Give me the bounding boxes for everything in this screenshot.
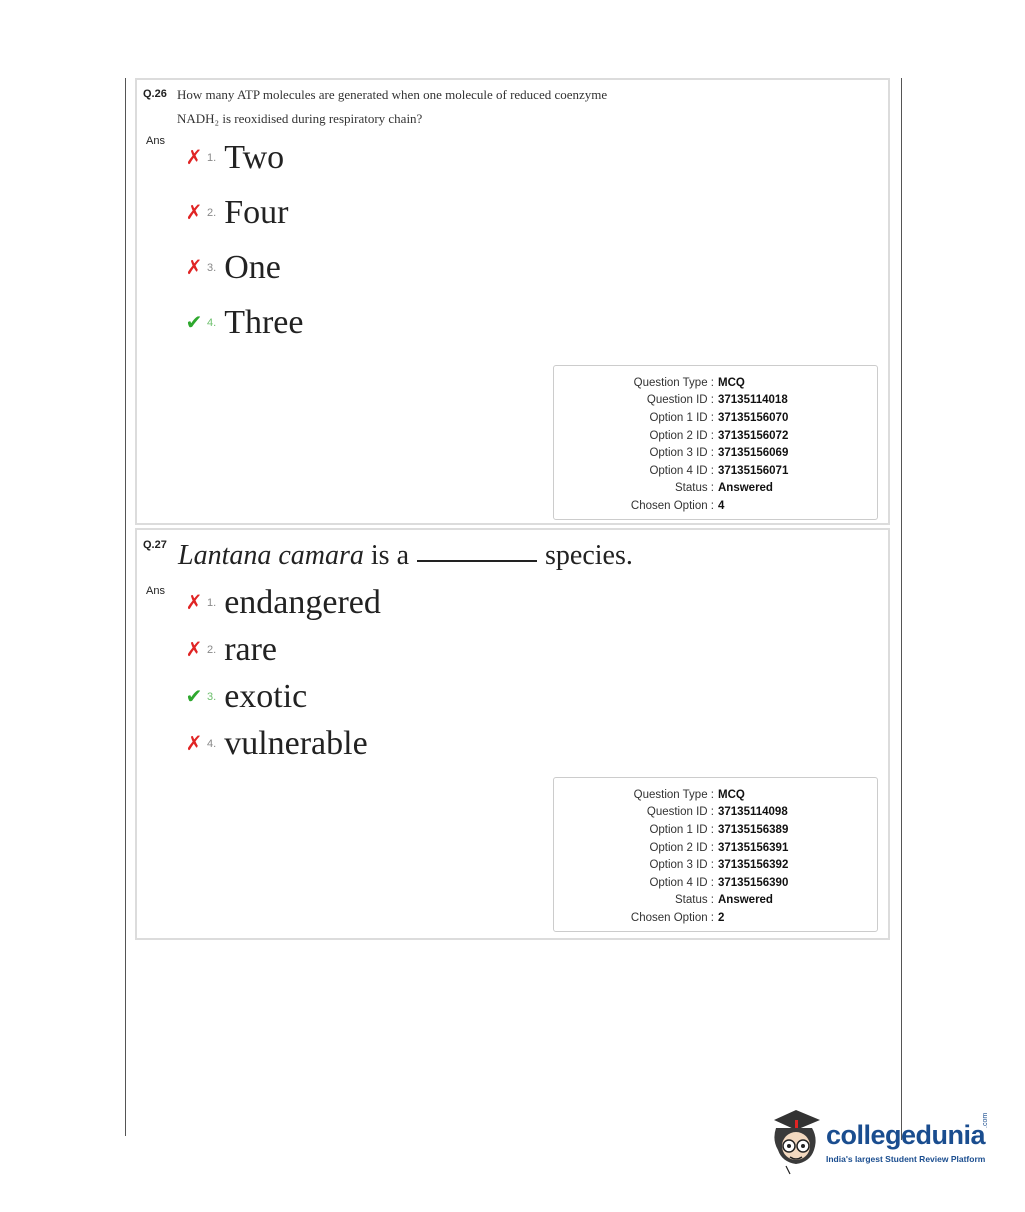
- meta-value: 37135156391: [718, 841, 789, 854]
- option-text: rare: [224, 631, 278, 668]
- meta-row: [554, 856, 877, 874]
- meta-value: 37135156389: [718, 823, 789, 836]
- option-2: [185, 630, 277, 670]
- meta-key: Status :: [675, 482, 714, 495]
- meta-key: Option 4 ID :: [649, 876, 714, 889]
- right-border-line: [901, 78, 902, 1140]
- meta-value: 4: [718, 499, 725, 512]
- meta-value: Answered: [718, 894, 773, 907]
- question-text-line-2: NADH₂ is reoxidised during respiratory chain?: [177, 111, 423, 126]
- option-number: 1.: [207, 597, 217, 609]
- meta-key: Chosen Option :: [630, 911, 714, 924]
- meta-row: [554, 874, 877, 892]
- option-number: 3.: [207, 262, 217, 274]
- meta-row: [554, 409, 877, 427]
- meta-row: [554, 839, 877, 857]
- meta-row: [554, 892, 877, 910]
- question-number: Q.26: [143, 88, 167, 100]
- correct-check-icon: ✔: [185, 686, 203, 708]
- option-text: vulnerable: [224, 725, 368, 762]
- brand-suffix: .com: [982, 1112, 989, 1128]
- meta-value: 2: [718, 911, 725, 924]
- option-4: [185, 303, 303, 343]
- meta-value: 37135156392: [718, 859, 789, 872]
- meta-key: Option 2 ID :: [649, 429, 714, 442]
- meta-row: [554, 804, 877, 822]
- option-2: [185, 193, 288, 233]
- ans-label: Ans: [146, 135, 165, 147]
- meta-row: [554, 909, 877, 927]
- meta-key: Option 1 ID :: [649, 411, 714, 424]
- meta-value: 37135156069: [718, 447, 789, 460]
- meta-row: [554, 821, 877, 839]
- meta-value: MCQ: [718, 376, 745, 389]
- meta-value: Answered: [718, 482, 773, 495]
- question-text-mid: is a: [370, 540, 410, 571]
- meta-value: 37135156070: [718, 411, 789, 424]
- fill-in-blank: [417, 560, 537, 562]
- wrong-mark-icon: ✗: [185, 639, 203, 661]
- option-text: endangered: [224, 584, 381, 621]
- meta-value: 37135156071: [718, 464, 789, 477]
- wrong-mark-icon: ✗: [185, 147, 203, 169]
- mascot-logo-icon: [766, 1106, 824, 1176]
- brand-name: collegedunia: [826, 1120, 986, 1150]
- option-number: 2.: [207, 207, 217, 219]
- meta-row: [554, 497, 877, 515]
- meta-row: [554, 444, 877, 462]
- option-number: 4.: [207, 317, 217, 329]
- wrong-mark-icon: ✗: [185, 202, 203, 224]
- meta-row: [554, 427, 877, 445]
- meta-row: [554, 374, 877, 392]
- question-text-end: species.: [545, 540, 633, 571]
- question-text-line-1: How many ATP molecules are generated when one molecule of reduced coenzyme: [177, 87, 608, 102]
- meta-key: Option 2 ID :: [649, 841, 714, 854]
- option-text: Four: [224, 194, 289, 231]
- question-text: [178, 540, 633, 572]
- meta-key: Question ID :: [646, 806, 714, 819]
- ans-label: Ans: [146, 585, 165, 597]
- meta-key: Question ID :: [646, 394, 714, 407]
- option-text: Two: [224, 139, 285, 176]
- meta-key: Option 3 ID :: [649, 447, 714, 460]
- correct-check-icon: ✔: [185, 312, 203, 334]
- meta-key: Option 3 ID :: [649, 859, 714, 872]
- meta-value: MCQ: [718, 788, 745, 801]
- option-text: Three: [224, 304, 304, 341]
- meta-row: [554, 462, 877, 480]
- option-text: exotic: [224, 678, 308, 715]
- option-1: [185, 583, 381, 623]
- option-3: [185, 248, 281, 288]
- option-4: [185, 724, 368, 764]
- meta-key: Status :: [675, 894, 714, 907]
- option-number: 2.: [207, 644, 217, 656]
- meta-value: 37135114098: [718, 806, 788, 819]
- wrong-mark-icon: ✗: [185, 257, 203, 279]
- species-name-italic: Lantana camara: [178, 540, 364, 571]
- left-border-line: [125, 78, 126, 1136]
- meta-value: 37135156390: [718, 876, 789, 889]
- option-number: 4.: [207, 738, 217, 750]
- question-number: Q.27: [143, 539, 167, 551]
- meta-value: 37135156072: [718, 429, 789, 442]
- option-number: 1.: [207, 152, 217, 164]
- option-text: One: [224, 249, 281, 286]
- meta-key: Option 1 ID :: [649, 823, 714, 836]
- meta-key: Question Type :: [633, 376, 714, 389]
- meta-row: [554, 786, 877, 804]
- option-number: 3.: [207, 691, 217, 703]
- option-1: [185, 138, 284, 178]
- question-meta-box: [553, 777, 878, 932]
- meta-key: Question Type :: [633, 788, 714, 801]
- meta-key: Chosen Option :: [630, 499, 714, 512]
- option-3: [185, 677, 307, 717]
- question-meta-box: [553, 365, 878, 520]
- meta-row: [554, 480, 877, 498]
- wrong-mark-icon: ✗: [185, 592, 203, 614]
- meta-key: Option 4 ID :: [649, 464, 714, 477]
- brand-tagline: India's largest Student Review Platform: [826, 1154, 986, 1164]
- wrong-mark-icon: ✗: [185, 733, 203, 755]
- meta-value: 37135114018: [718, 394, 788, 407]
- meta-row: [554, 392, 877, 410]
